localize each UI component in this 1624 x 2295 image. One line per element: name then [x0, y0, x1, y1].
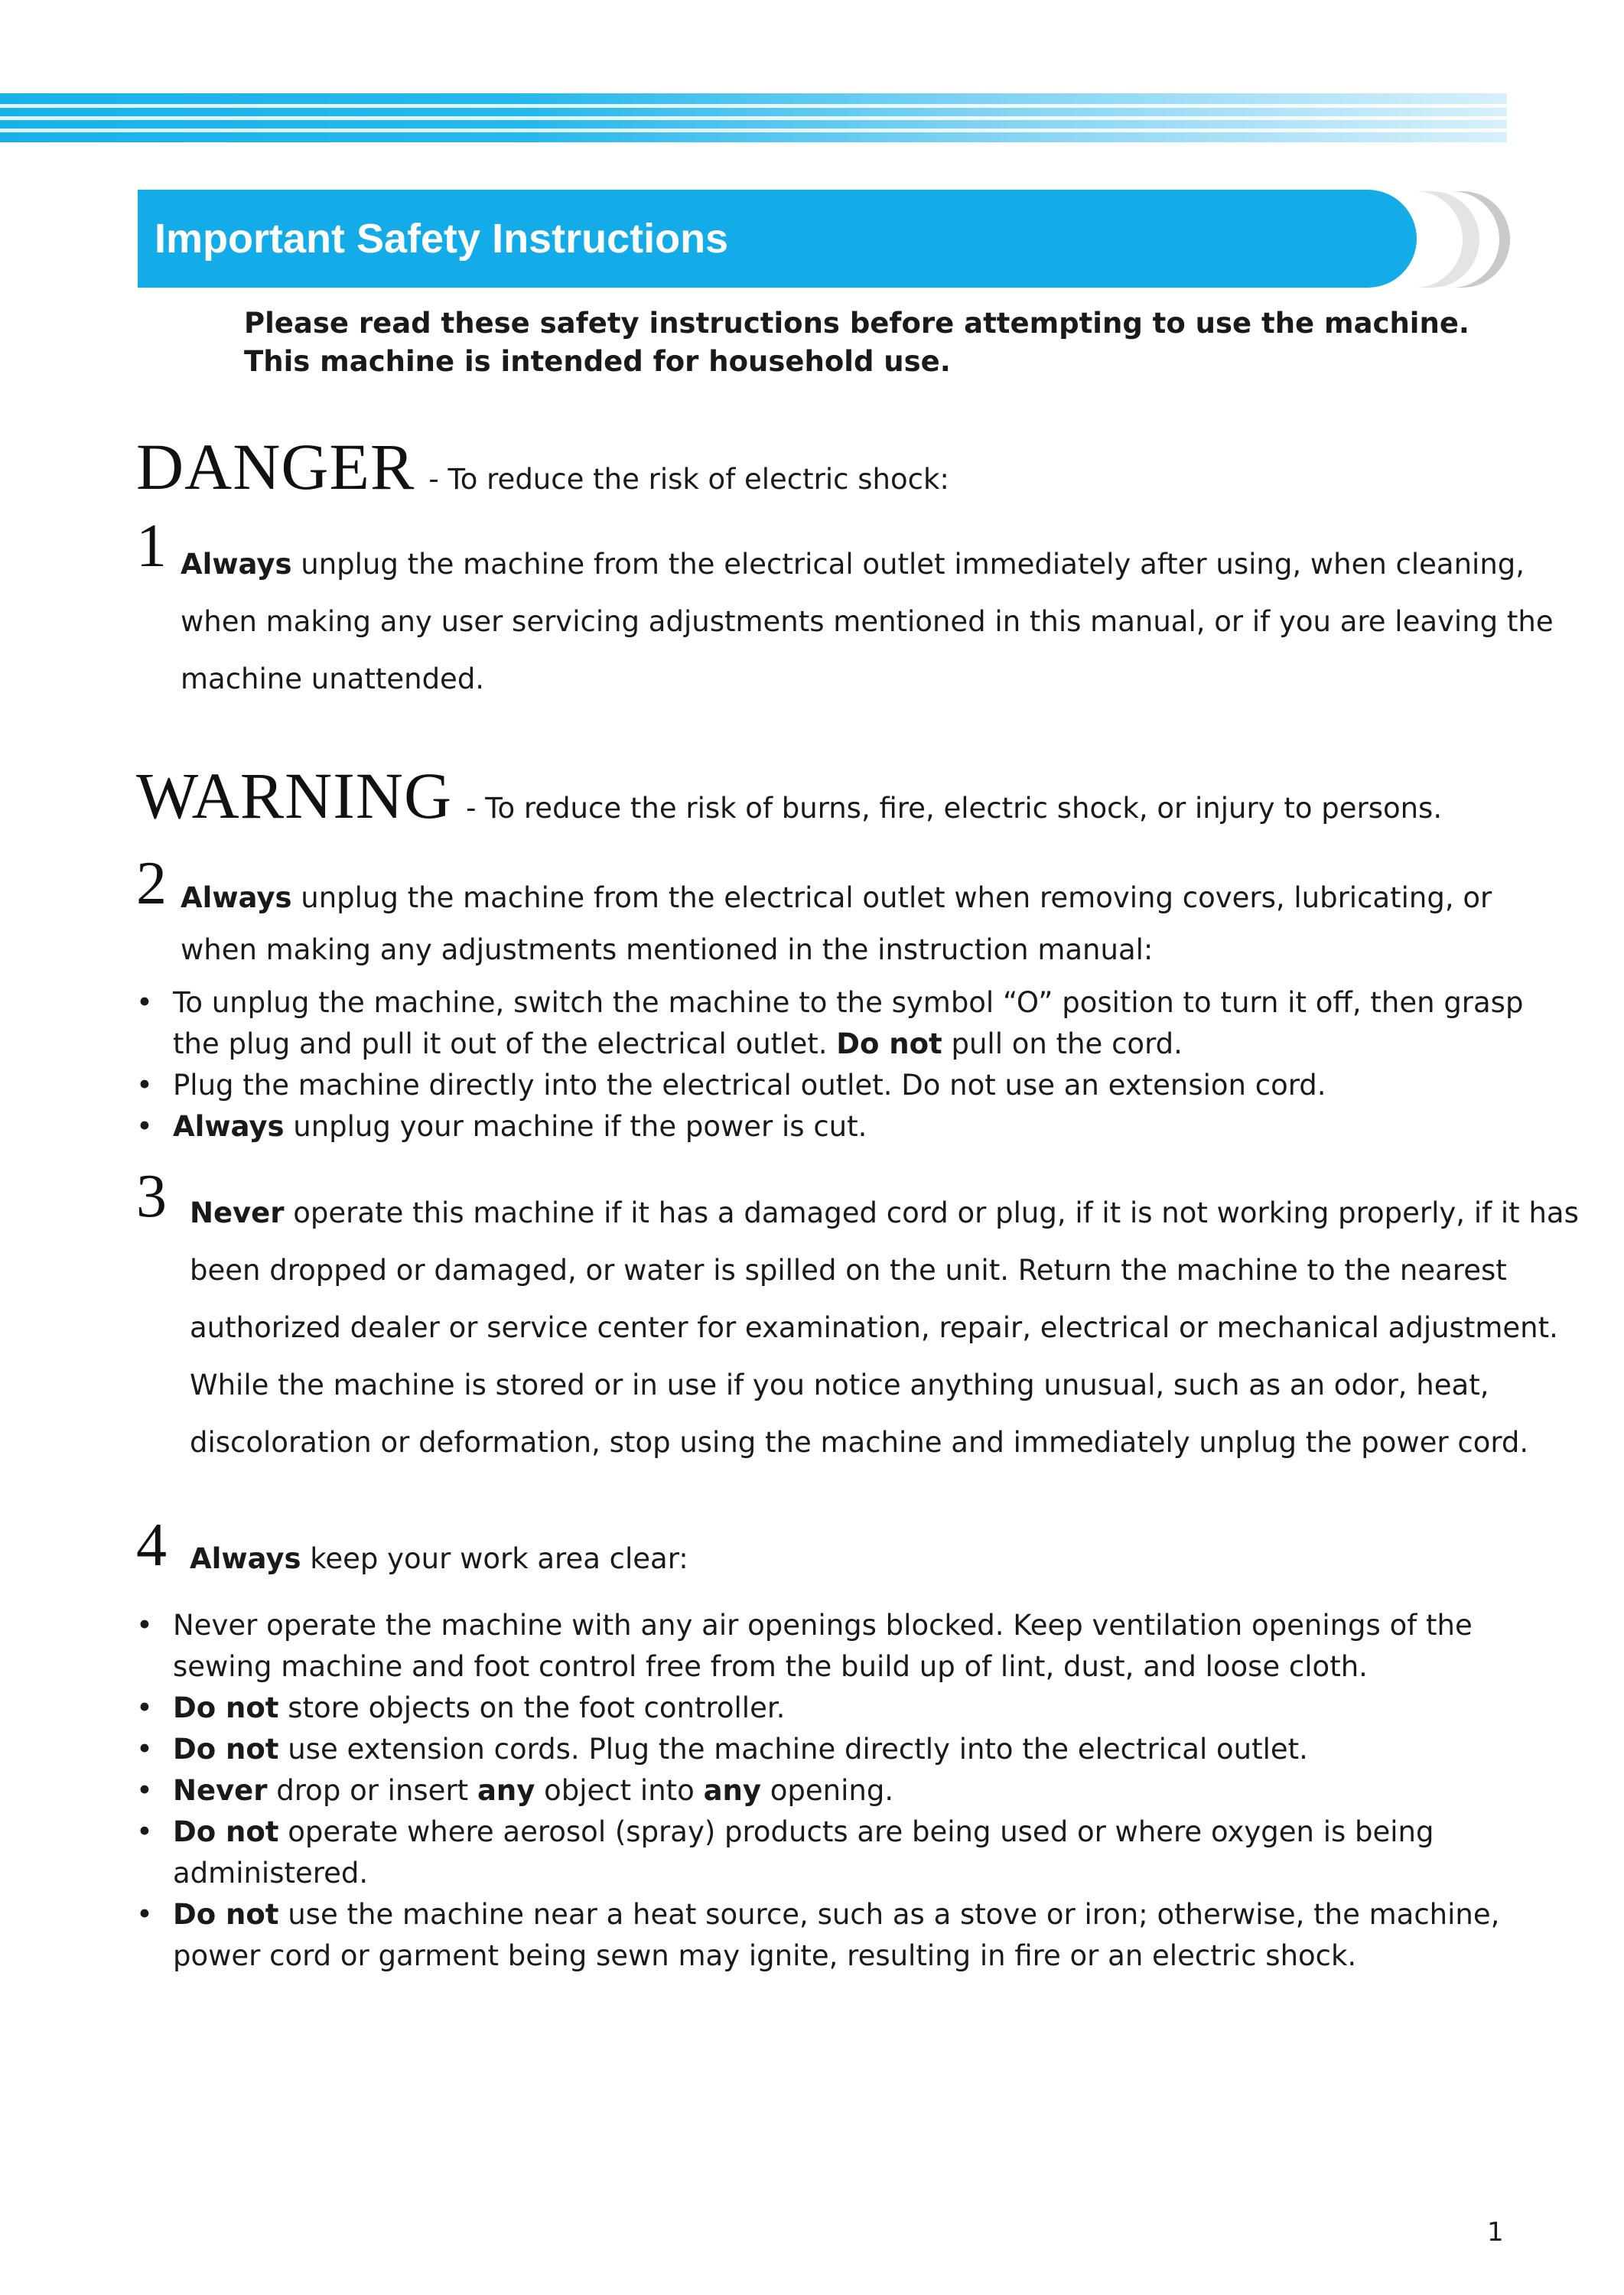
item-4-emphasis: Always [190, 1542, 301, 1575]
item-2-text: Always unplug the machine from the electrical outlet when removing covers, lubricating, or when making any adjustments mentioned in the instruction manual: [181, 881, 1492, 966]
intro-line-2: This machine is intended for household use. [244, 345, 951, 378]
item-number-4: 4 [136, 1512, 167, 1579]
warning-word: WARNING [136, 759, 453, 832]
danger-word: DANGER [136, 430, 415, 503]
list-item: • Never operate the machine with any air openings blocked. Keep ventilation openings of the sewing machine and foot control free from the build up of lint, dust, and loose cloth. [136, 1609, 1473, 1683]
list-item: • Never drop or insert any object into any opening. [136, 1774, 894, 1807]
item-3-text: Never operate this machine if it has a damaged cord or plug, if it is not working properly, if it has been dropped or damaged, or water is spilled on the unit. Return the machine to the nearest authorized dealer or service center for examination, repair, electrical or mechanical adjustment. While the machine is stored or in use if you notice anything unusual, such as an odor, heat, discoloration or deformation, stop using the machine and immediately unplug the power cord. [190, 1196, 1579, 1459]
item-number-3: 3 [136, 1163, 167, 1230]
list-item: • To unplug the machine, switch the machine to the symbol “O” position to turn it off, then grasp the plug and pull it out of the electrical outlet. Do not pull on the cord. [136, 986, 1524, 1060]
item-4-bullet-list [136, 1605, 1499, 1977]
item-number-1: 1 [136, 513, 167, 580]
warning-subtitle: - To reduce the risk of burns, fire, electric shock, or injury to persons. [466, 792, 1443, 825]
list-item: • Always unplug your machine if the power is cut. [136, 1110, 867, 1143]
page-title: Important Safety Instructions [155, 216, 729, 262]
item-3-emphasis: Never [190, 1196, 285, 1229]
danger-subtitle: - To reduce the risk of electric shock: [428, 463, 949, 496]
danger-heading [136, 428, 949, 505]
section-title-bar [138, 190, 1417, 288]
intro-line-1: Please read these safety instructions before attempting to use the machine. [244, 307, 1469, 340]
double-chevron-tab-icon [1415, 191, 1510, 288]
item-1-text: Always unplug the machine from the electrical outlet immediately after using, when cleaning, when making any user servicing adjustments mentioned in this manual, or if you are leaving the machine unattended. [181, 548, 1554, 695]
item-number-2: 2 [136, 850, 167, 917]
list-item: • Do not store objects on the foot controller. [136, 1691, 786, 1724]
intro-note [244, 304, 1469, 381]
list-item: • Do not use the machine near a heat source, such as a stove or iron; otherwise, the machine, power cord or garment being sewn may ignite, resulting in fire or an electric shock. [136, 1898, 1500, 1972]
list-item: • Do not use extension cords. Plug the machine directly into the electrical outlet. [136, 1733, 1308, 1766]
item-2-emphasis: Always [181, 881, 292, 914]
item-2-bullet-list [136, 982, 1523, 1148]
warning-heading [136, 757, 1442, 834]
item-4-text: Always keep your work area clear: [190, 1542, 688, 1575]
list-item: • Do not operate where aerosol (spray) products are being used or where oxygen is being administered. [136, 1815, 1434, 1890]
list-item: • Plug the machine directly into the electrical outlet. Do not use an extension cord. [136, 1069, 1326, 1102]
item-1-emphasis: Always [181, 548, 292, 581]
top-decorative-band [0, 93, 1507, 142]
page-number: 1 [1487, 2217, 1504, 2248]
